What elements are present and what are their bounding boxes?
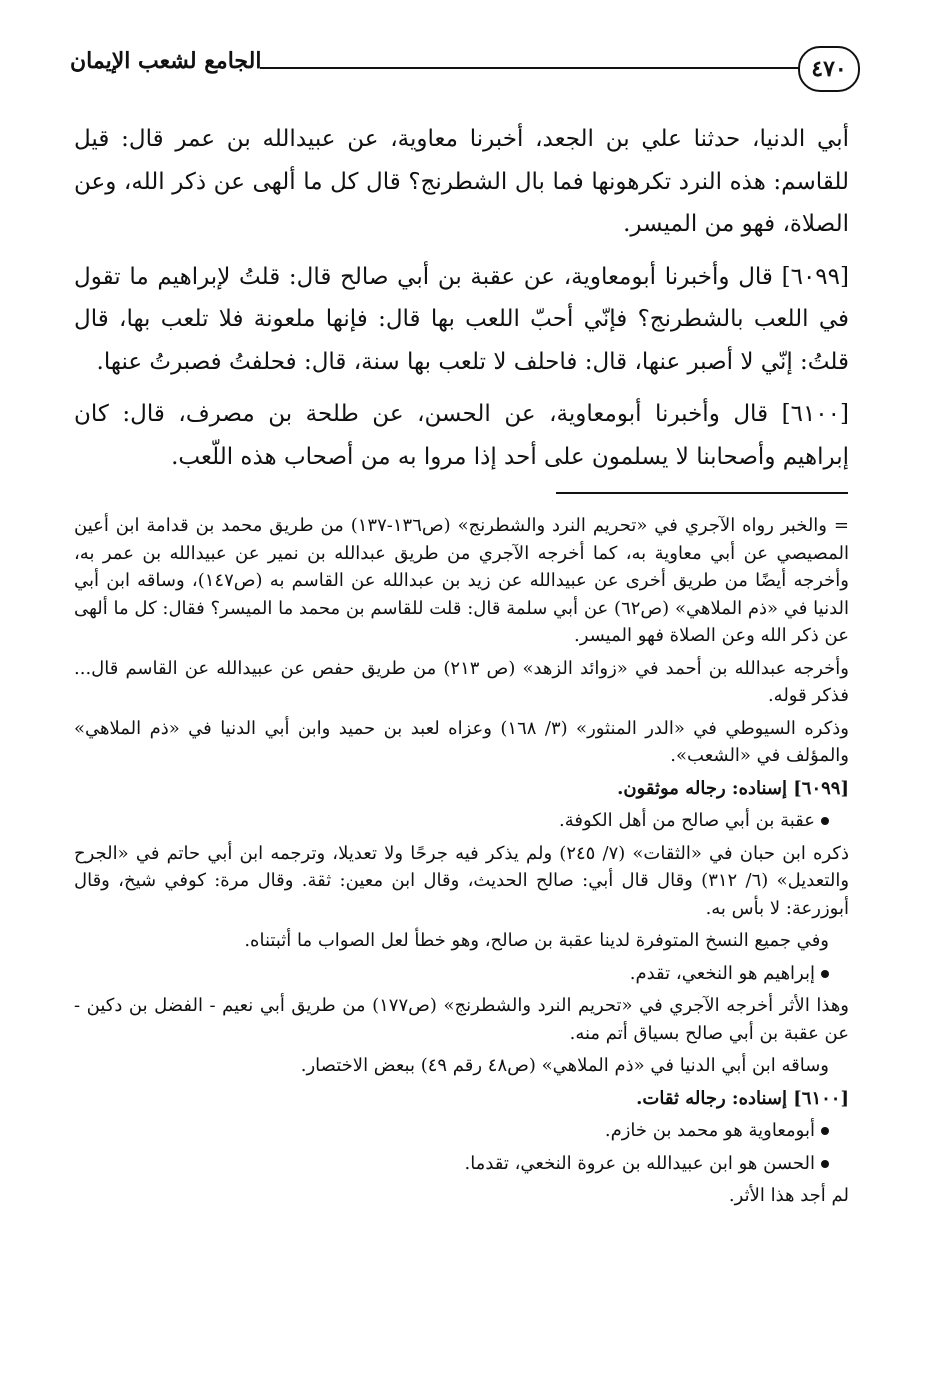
footnote-6100-label: [٦١٠٠] إسناده: رجاله ثقات. — [636, 1087, 849, 1109]
footnote-zuhd: وأخرجه عبدالله بن أحمد في «زوائد الزهد» (ص ٢١٣) من طريق حفص عن عبيدالله عن القاسم قال... فذكر قوله. — [74, 657, 849, 706]
bullet-text: أبومعاوية هو محمد بن خازم. — [604, 1120, 815, 1141]
bullet-text: عقبة بن أبي صالح من أهل الكوفة. — [558, 810, 815, 831]
footnote-6099-bullet-2 — [74, 960, 849, 988]
footnotes — [74, 512, 849, 1215]
footnote-6099-text-2: وفي جميع النسخ المتوفرة لدينا عقبة بن صالح، وهو خطأ لعل الصواب ما أثبتناه. — [244, 930, 829, 951]
bullet-icon — [821, 1160, 829, 1168]
footnote-6099-text-1: ذكره ابن حبان في «الثقات» (٧/ ٢٤٥) ولم يذكر فيه جرحًا ولا تعديلا، وترجمه ابن أبي حاتم في «الجرح والتعديل» (٦/ ٣١٢) وقال قال أبي: صالح الحديث، وقال ابن معين: ثقة. وقال مرة: كوفي شيخ، وقال أبوزرعة: لا بأس به. — [74, 842, 850, 919]
main-paragraph-6100: [٦١٠٠] قال وأخبرنا أبومعاوية، عن الحسن، عن طلحة بن مصرف، قال: كان إبراهيم وأصحابنا لا يسلمون على أحد إذا مروا به من أصحاب هذه اللّعب. — [74, 401, 849, 470]
bullet-icon — [821, 1127, 829, 1135]
header-rule — [260, 67, 798, 69]
bullet-text: الحسن هو ابن عبيدالله بن عروة النخعي، تقدما. — [464, 1152, 815, 1174]
footnote-takhrij: = والخبر رواه الآجري في «تحريم النرد والشطرنج» (ص١٣٦-١٣٧) من طريق محمد بن قدامة ابن أعين المصيصي عن أبي معاوية به، كما أخرجه الآجري من طريق عبدالله بن نمير عن عبيدالله بن عمر به، وأخرجه أيضًا من طريق أخرى عن عبيدالله عن زيد بن عبدالله عن القاسم به (ص١٤٧)، وساقه ابن أبي الدنيا في «ذم الملاهي» (ص٦٢) عن أبي سلمة قال: قلت للقاسم بن محمد ما الميسر؟ فقال: كل ما ألهى عن ذكر الله وعن الصلاة فهو الميسر. — [74, 515, 850, 646]
main-paragraph-1: أبي الدنيا، حدثنا علي بن الجعد، أخبرنا معاوية، عن عبيدالله بن عمر قال: قيل للقاسم: هذه النرد تكرهونها فما بال الشطرنج؟ قال كل ما ألهى عن ذكر الله، وعن الصلاة، فهو من الميسر. — [74, 126, 849, 237]
footnote-6099-bullet-1 — [74, 807, 849, 835]
book-title: الجامع لشعب الإيمان — [70, 48, 262, 74]
footnote-6099-text-4: وساقه ابن أبي الدنيا في «ذم الملاهي» (ص٤٨ رقم ٤٩) ببعض الاختصار. — [300, 1055, 829, 1076]
main-paragraph-6099: [٦٠٩٩] قال وأخبرنا أبومعاوية، عن عقبة بن أبي صالح قال: قلتُ لإبراهيم ما تقول في اللعب بالشطرنج؟ فإنّي أحبّ اللعب بها قال: فإنها ملعونة فلا تلعب بها، قال قلتُ: إنّي لا أصبر عنها، قال: فاحلف لا تلعب بها سنة، قال: فحلفتُ فصبرتُ عنها. — [74, 263, 849, 375]
footnote-6100-bullet-1 — [74, 1117, 849, 1145]
bullet-icon — [821, 817, 829, 825]
footnote-6099-label: [٦٠٩٩] إسناده: رجاله موثقون. — [617, 777, 849, 799]
footnote-6099-text-3: وهذا الأثر أخرجه الآجري في «تحريم النرد والشطرنج» (ص١٧٧) من طريق أبي نعيم - الفضل بن دكين - عن عقبة بن أبي صالح بسياق أتم منه. — [74, 995, 850, 1044]
footnote-6100-text-1: لم أجد هذا الأثر. — [728, 1185, 849, 1206]
page-number: ٤٧٠ — [798, 46, 860, 92]
footnote-suyuti: وذكره السيوطي في «الدر المنثور» (٣/ ١٦٨) وعزاه لعبد بن حميد وابن أبي الدنيا في «ذم الملاهي» والمؤلف في «الشعب». — [74, 717, 849, 766]
page-header — [70, 40, 860, 100]
bullet-text: إبراهيم هو النخعي، تقدم. — [629, 962, 815, 984]
footnote-separator — [556, 492, 848, 494]
main-text — [74, 118, 849, 488]
footnote-6100-bullet-2 — [74, 1150, 849, 1178]
bullet-icon — [821, 970, 829, 978]
